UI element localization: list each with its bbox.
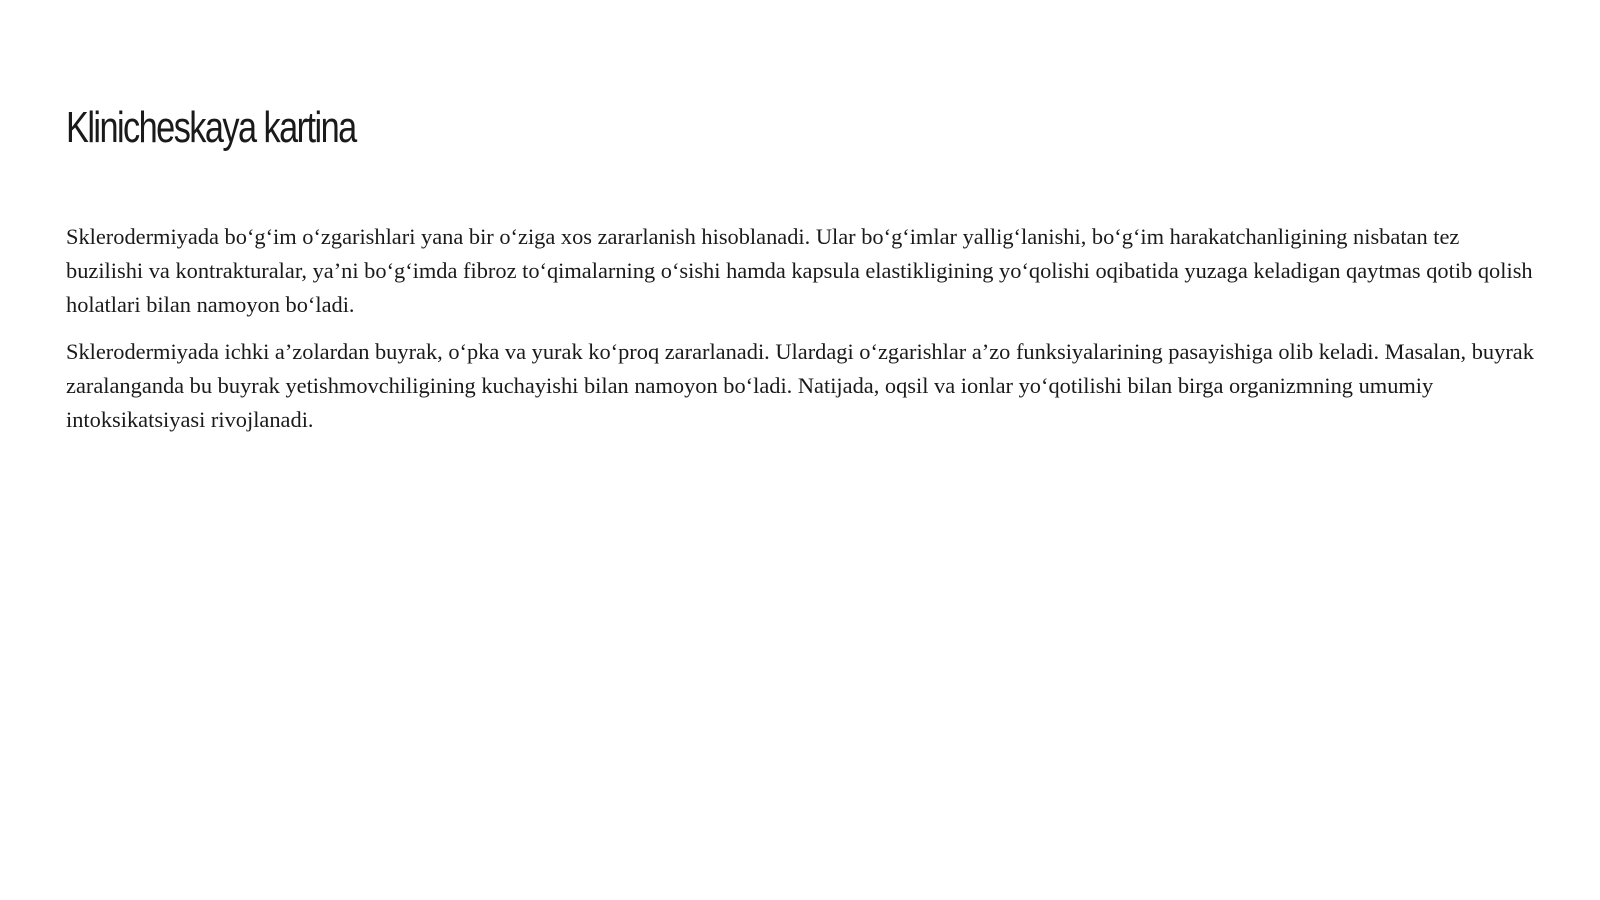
- slide-body: [66, 220, 1536, 450]
- paragraph-joint-changes: Sklerodermiyada bo‘g‘im o‘zgarishlari yana bir o‘ziga xos zararlanish hisoblanadi. Ular bo‘g‘imlar yallig‘lanishi, bo‘g‘im harakatchanligining nisbatan tez buzilishi va kontrakturalar, ya’ni bo‘g‘imda fibroz to‘qimalarning o‘sishi hamda kapsula elastikligining yo‘qolishi oqibatida yuzaga keladigan qaytmas qotib qolish holatlari bilan namoyon bo‘ladi.: [66, 224, 1533, 317]
- slide-title: Klinicheskaya kartina: [66, 103, 356, 152]
- paragraph-internal-organs: Sklerodermiyada ichki a’zolardan buyrak, o‘pka va yurak ko‘proq zararlanadi. Ulardagi o‘zgarishlar a’zo funksiyalarining pasayishiga olib keladi. Masalan, buyrak zaralanganda bu buyrak yetishmovchiligining kuchayishi bilan namoyon bo‘ladi. Natijada, oqsil va ionlar yo‘qotilishi bilan birga organizmning umumiy intoksikatsiyasi rivojlanadi.: [66, 339, 1534, 432]
